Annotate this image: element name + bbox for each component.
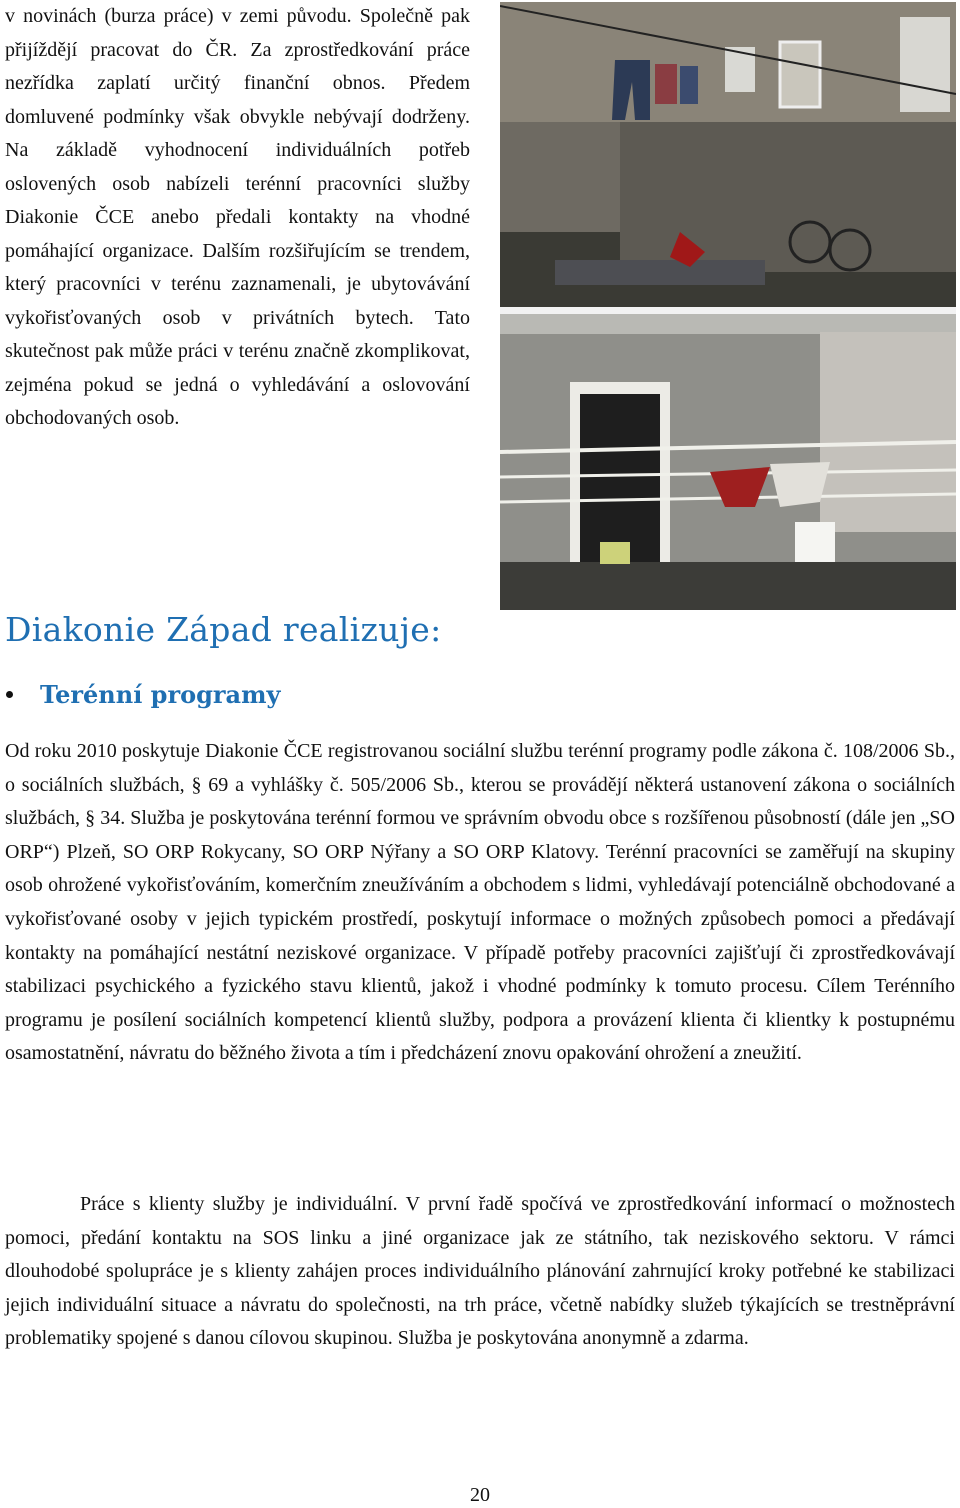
body-paragraph-1: Od roku 2010 poskytuje Diakonie ČCE registrovanou sociální službu terénní programy podle zákona č. 108/2006 Sb., o sociálních službách, § 69 a vyhlášky č. 505/2006 Sb., kterou se provádějí některá ustanovení zákona o sociálních službách, § 34. Služba je poskytována terénní formou ve správním obvodu obce s rozšířenou působností (dále jen „SO ORP“) Plzeň, SO ORP Rokycany, SO ORP Nýřany a SO ORP Klatovy. Terénní pracovníci se zaměřují na skupiny osob ohrožené vykořisťováním, komerčním zneužíváním a obchodem s lidmi, vyhledávají potenciálně obchodované a vykořisťované osoby v jejich typickém prostředí, poskytují informace o možných způsobech pomoci a předávají kontakty na pomáhající nestátní neziskové organizace. V případě potřeby pracovníci zajišťují či zprostředkovávají stabilizaci psychického a fyzického stavu klientů, jakož i vhodné podmínky k tomuto procesu. Cílem Terénního programu je posílení sociálních kompetencí klientů služby, podpora a provázení klienta či klientky k postupnému osamostatnění, návratu do běžného života a tím i předcházení znovu opakování ohrožení a zneužití. <box>5 740 955 1065</box>
photo-collage <box>500 2 956 610</box>
page-number: 20 <box>470 1484 490 1506</box>
bullet-item <box>6 680 280 709</box>
photo-building-laundry <box>500 2 956 307</box>
bullet-dot-icon <box>6 691 13 698</box>
intro-paragraph: v novinách (burza práce) v zemi původu. Společně pak přijíždějí pracovat do ČR. Za zprostředkování práce nezřídka zaplatí určitý finanční obnos. Předem domluvené podmínky však obvykle nebývají dodrženy. Na základě vyhodnocení individuálních potřeb oslovených osob nabízeli terénní pracovníci služby Diakonie ČCE anebo předali kontakty na vhodné pomáhající organizace. Dalším rozšiřujícím se trendem, který pracovníci v terénu zaznamenali, je ubytovávání vykořisťovaných osob v privátních bytech. Tato skutečnost pak může práci v terénu značně zkomplikovat, zejména pokud se jedná o vyhledávání a oslovování obchodovaných osob. <box>5 5 470 429</box>
photo-building-entrance <box>500 314 956 610</box>
subheading-terenni-programy: Terénní programy <box>40 680 281 709</box>
section-heading: Diakonie Západ realizuje: <box>5 610 442 649</box>
body-paragraph-2: Práce s klienty služby je individuální. V první řadě spočívá ve zprostředkování informací o možnostech pomoci, předání kontaktu na SOS linku a jiné organizace jak ze státního, tak neziskového sektoru. V rámci dlouhodobé spolupráce je s klienty zahájen proces individuálního plánování zahrnující kroky potřebné ke stabilizaci jejich individuální situace a návratu do společnosti, na trh práce, včetně nabídky služeb týkajících se trestněprávní problematiky spojené s danou cílovou skupinou. Služba je poskytována anonymně a zdarma. <box>5 1193 955 1350</box>
